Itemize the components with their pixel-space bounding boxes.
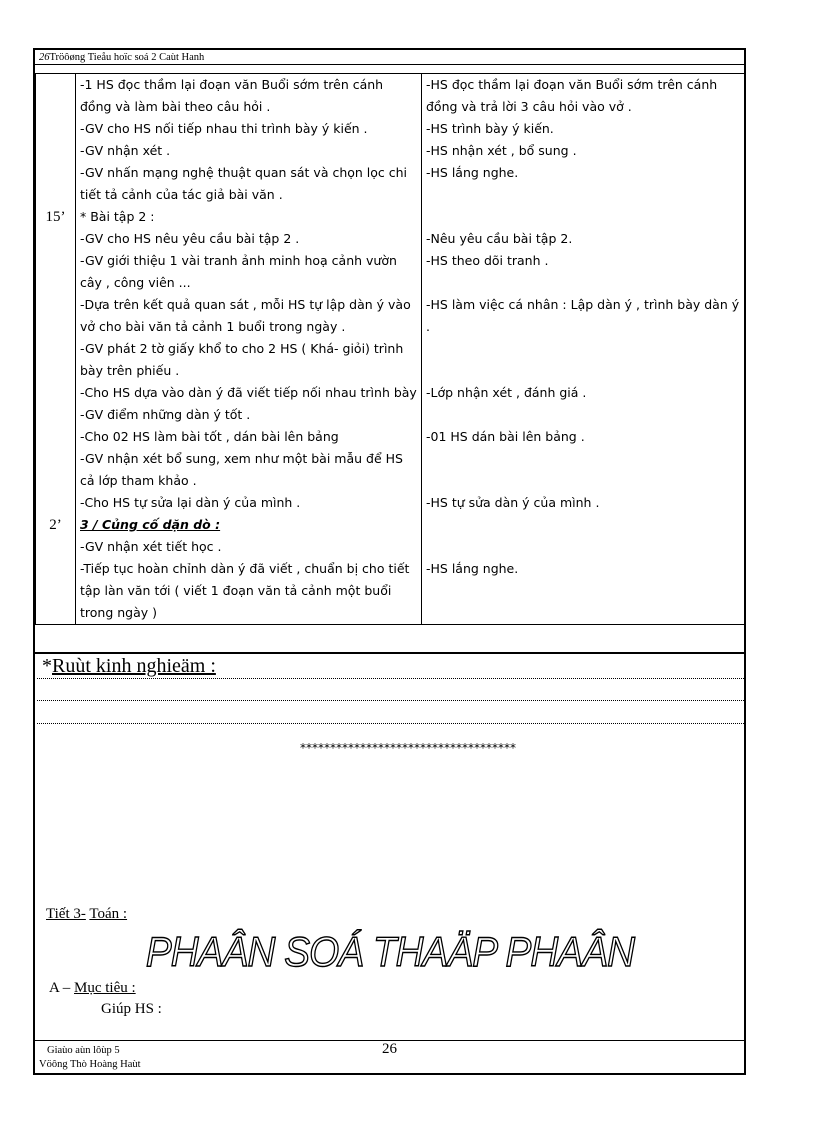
teacher-activity-cell: -GV giới thiệu 1 vài tranh ảnh minh hoạ cảnh vườn cây , công viên ... (76, 250, 422, 294)
header-divider (35, 64, 744, 65)
muc-tieu-label: Mục tiêu : (74, 980, 136, 996)
student-activity-cell: -HS làm việc cá nhân : Lập dàn ý , trình bày dàn ý . (422, 294, 745, 338)
table-row (36, 74, 745, 119)
section-heading: 3 / Củng cố dặn dò : (80, 517, 221, 532)
time-cell (36, 338, 76, 382)
student-activity-cell (422, 514, 745, 536)
rut-label: Ruùt kinh nghieäm : (52, 655, 216, 677)
student-activity-cell (422, 404, 745, 426)
table-row (36, 338, 745, 382)
student-activity-cell: -HS theo dõi tranh . (422, 250, 745, 294)
teacher-activity-cell: -Tiếp tục hoàn chỉnh dàn ý đã viết , chuẩn bị cho tiết tập làn văn tới ( viết 1 đoạn văn tả cảnh một buổi trong ngày ) (76, 558, 422, 625)
teacher-activity-cell: -GV cho HS nối tiếp nhau thi trình bày ý kiến . (76, 118, 422, 140)
rut-kinh-nghiem-title (42, 655, 216, 678)
time-cell (36, 558, 76, 625)
teacher-activity-cell: -Cho HS dựa vào dàn ý đã viết tiếp nối nhau trình bày (76, 382, 422, 404)
time-cell (36, 228, 76, 250)
table-row (36, 206, 745, 228)
footer-line-1: Giaùo aùn lôùp 5 (47, 1045, 120, 1056)
footer-line-2: Vöông Thò Hoàng Haùt (39, 1059, 141, 1070)
tiet-prefix: Tiết 3- (46, 906, 86, 922)
header-page-prefix: 26 (39, 52, 50, 63)
teacher-activity-cell (76, 514, 422, 536)
teacher-activity-cell: -1 HS đọc thầm lại đoạn văn Buổi sớm trên cánh đồng và làm bài theo câu hỏi . (76, 74, 422, 119)
teacher-activity-cell: -GV phát 2 tờ giấy khổ to cho 2 HS ( Khá- giỏi) trình bày trên phiếu . (76, 338, 422, 382)
table-row (36, 228, 745, 250)
giup-hs: Giúp HS : (101, 1001, 162, 1017)
student-activity-cell: -01 HS dán bài lên bảng . (422, 426, 745, 448)
table-row (36, 404, 745, 426)
teacher-activity-cell: -Cho HS tự sửa lại dàn ý của mình . (76, 492, 422, 514)
table-row (36, 558, 745, 625)
lesson-title: PHAÂN SOÁ THAÄP PHAÂN (145, 928, 635, 975)
teacher-activity-cell: -GV cho HS nêu yêu cầu bài tập 2 . (76, 228, 422, 250)
student-activity-cell: -HS đọc thầm lại đoạn văn Buổi sớm trên cánh đồng và trả lời 3 câu hỏi vào vở . (422, 74, 745, 119)
table-row (36, 162, 745, 206)
student-activity-cell: -HS nhận xét , bổ sung . (422, 140, 745, 162)
header-school: Tröôøng Tieåu hoïc soá 2 Caùt Hanh (49, 52, 205, 63)
teacher-activity-cell: -GV nhận xét . (76, 140, 422, 162)
table-row (36, 250, 745, 294)
time-cell (36, 536, 76, 558)
lesson-table (35, 73, 745, 625)
time-cell (36, 294, 76, 338)
teacher-activity-cell: -Cho 02 HS làm bài tốt , dán bài lên bảng (76, 426, 422, 448)
teacher-activity-cell: -GV nhận xét tiết học . (76, 536, 422, 558)
table-row (36, 382, 745, 404)
teacher-activity-cell: -GV nhấn mạng nghệ thuật quan sát và chọn lọc chi tiết tả cảnh của tác giả bài văn . (76, 162, 422, 206)
time-cell (36, 426, 76, 448)
student-activity-cell (422, 536, 745, 558)
table-row (36, 536, 745, 558)
time-cell (36, 140, 76, 162)
page-header (39, 52, 204, 63)
teacher-activity-cell: -GV điểm những dàn ý tốt . (76, 404, 422, 426)
star-separator: ************************************ (300, 741, 516, 755)
student-activity-cell: -HS tự sửa dàn ý của mình . (422, 492, 745, 514)
teacher-activity-cell: * Bài tập 2 : (76, 206, 422, 228)
time-cell (36, 448, 76, 492)
teacher-activity-cell: -Dựa trên kết quả quan sát , mỗi HS tự lập dàn ý vào vở cho bài văn tả cảnh 1 buổi trong ngày . (76, 294, 422, 338)
rut-star: * (42, 655, 52, 677)
table-row (36, 118, 745, 140)
table-row (36, 140, 745, 162)
student-activity-cell (422, 338, 745, 382)
time-cell (36, 404, 76, 426)
table-row (36, 448, 745, 492)
student-activity-cell (422, 448, 745, 492)
time-cell (36, 74, 76, 119)
time-cell (36, 492, 76, 514)
lesson-heading (46, 906, 127, 923)
table-row (36, 492, 745, 514)
tiet-subject: Toán : (89, 906, 128, 922)
section-divider (35, 652, 744, 654)
student-activity-cell (422, 206, 745, 228)
student-activity-cell: -HS trình bày ý kiến. (422, 118, 745, 140)
time-cell (36, 382, 76, 404)
muc-tieu-heading (49, 980, 136, 997)
table-row (36, 426, 745, 448)
table-row (36, 514, 745, 536)
dotted-line (37, 723, 744, 724)
time-cell (36, 250, 76, 294)
time-cell: 2’ (36, 514, 76, 536)
table-row (36, 294, 745, 338)
time-cell (36, 162, 76, 206)
student-activity-cell: -HS lắng nghe. (422, 558, 745, 625)
dotted-line (37, 700, 744, 701)
time-cell (36, 118, 76, 140)
student-activity-cell: -HS lắng nghe. (422, 162, 745, 206)
muc-tieu-prefix: A – (49, 980, 71, 996)
teacher-activity-cell: -GV nhận xét bổ sung, xem như một bài mẫu để HS cả lớp tham khảo . (76, 448, 422, 492)
time-cell: 15’ (36, 206, 76, 228)
page-number: 26 (382, 1041, 397, 1057)
student-activity-cell: -Lớp nhận xét , đánh giá . (422, 382, 745, 404)
student-activity-cell: -Nêu yêu cầu bài tập 2. (422, 228, 745, 250)
dotted-line (37, 678, 744, 679)
